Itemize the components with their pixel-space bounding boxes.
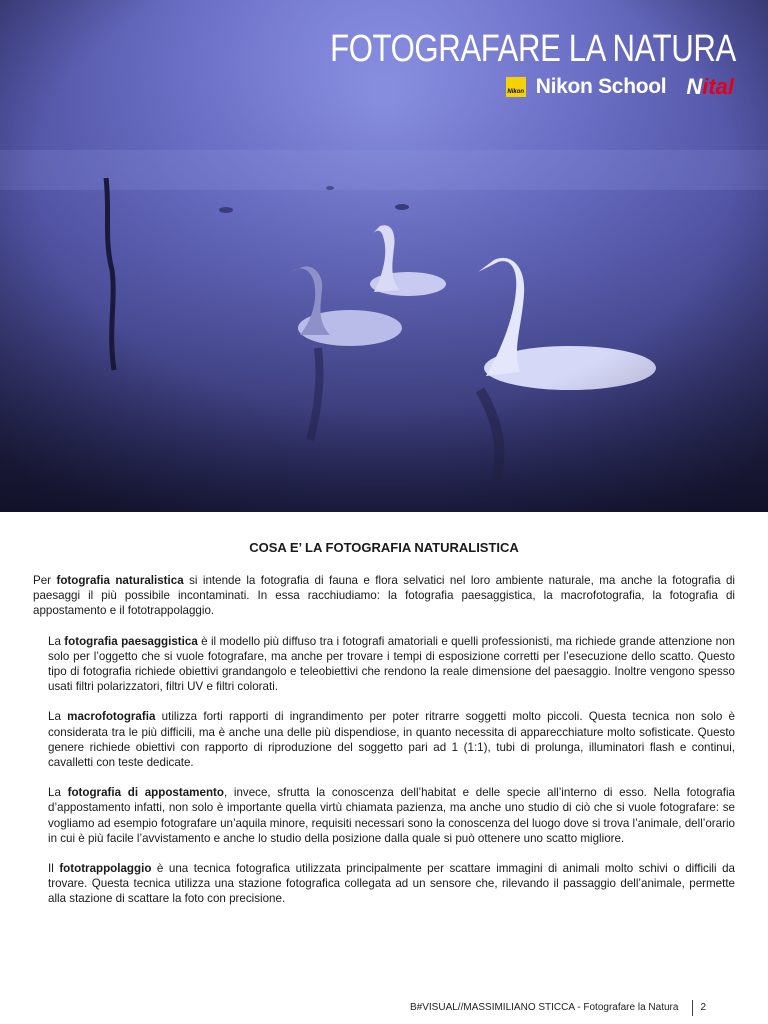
intro-paragraph [33,573,735,619]
paragraph-paesaggistica [48,634,735,695]
page-title: FOTOGRAFARE LA NATURA [330,28,736,70]
nikon-logo-text: Nikon [507,89,525,95]
paragraph-fototrappolaggio [48,861,735,907]
footer-divider [692,1000,693,1016]
para-body: è una tecnica fotografica utilizzata principalmente per scattare immagini di animali molto schivi o difficili da trovare. Questa tecnica utilizza una stazione fotografica collegata ad un sensore che, rilevando il passaggio dell’animale, permette alla stazione di scattare la foto con precisione. [48,862,735,906]
article-heading: COSA E’ LA FOTOGRAFIA NATURALISTICA [249,540,519,555]
para-term: fotografia di appostamento [67,786,224,800]
para-term: macrofotografia [67,710,156,724]
nital-n: N [686,74,703,99]
article [33,540,735,922]
nital-rest: ital [702,74,734,99]
para-body: utilizza forti rapporti di ingrandimento per poter ritrarre soggetti molto piccoli. Questa tecnica non solo è considerata tra le più difficili, ma è anche una delle più dispendiose, in quanto necessita di apparecchiature molto sofisticate. Questo genere richiede obiettivi con rapporto di riproduzione del soggetto pari ad 1 (1:1), tubi di prolunga, illuminatori flash e continui, cavalletti con teste dedicate. [48,710,735,770]
para-body: , invece, sfrutta la conoscenza dell’habitat e delle specie all’interno di esso. Nella fotografia d’appostamento infatti, non solo è importante quella virtù chiamata pazienza, ma anche uno studio di ciò che si vuole fotografare: se vogliamo ad esempio fotografare un’aquila minore, requisiti necessari sono la conoscenza del luogo dove si trova l’animale, dell’orario in cui è più facile l’avvistamento e anche lo studio della posizione dalla quale si può ottenere uno scatto migliore. [48,786,736,845]
para-term: fototrappolaggio [59,862,152,876]
para-body: è il modello più diffuso tra i fotografi amatoriali e quelli professionisti, ma richiede grande attenzione non solo per l’oggetto che si vuole fotografare, ma anche per trovare i tempi di esposizione corretti per l’esecuzione dello scatto. Questo tipo di fotografia richiede obiettivi grandangolo e teleobiettivi che rendono la reale dimensione del paesaggio. Inoltre vengono spesso usati filtri polarizzatori, filtri UV e filtri colorati. [48,634,735,694]
footer-credit: B#VISUAL//MASSIMILIANO STICCA - Fotografare la Natura [410,1002,679,1013]
paragraph-appostamento [48,785,735,846]
intro-pre: Per [33,574,57,587]
nital-logo [686,74,734,100]
para-pre: La [48,634,65,648]
para-pre: La [48,710,68,724]
brand-logos [506,74,734,100]
intro-post: si intende la fotografia di fauna e flora selvatici nel loro ambiente naturale, ma anche la fotografia di paesaggi il più possibile incontaminati. In essa racchiudiamo: la fotografia paesaggistica, la macrofotografia, la fotografia di appostamento e il fototrappolaggio. [33,574,735,618]
page-number: 2 [700,1002,706,1013]
para-pre: Il [48,862,60,876]
nikon-logo [506,77,526,97]
nikon-school-label: Nikon School [535,75,667,98]
para-term: fotografia paesaggistica [64,634,198,648]
intro-term: fotografia naturalistica [56,574,184,587]
footer-text [410,1002,706,1013]
paragraph-macrofotografia [48,709,735,770]
para-pre: La [48,786,68,800]
